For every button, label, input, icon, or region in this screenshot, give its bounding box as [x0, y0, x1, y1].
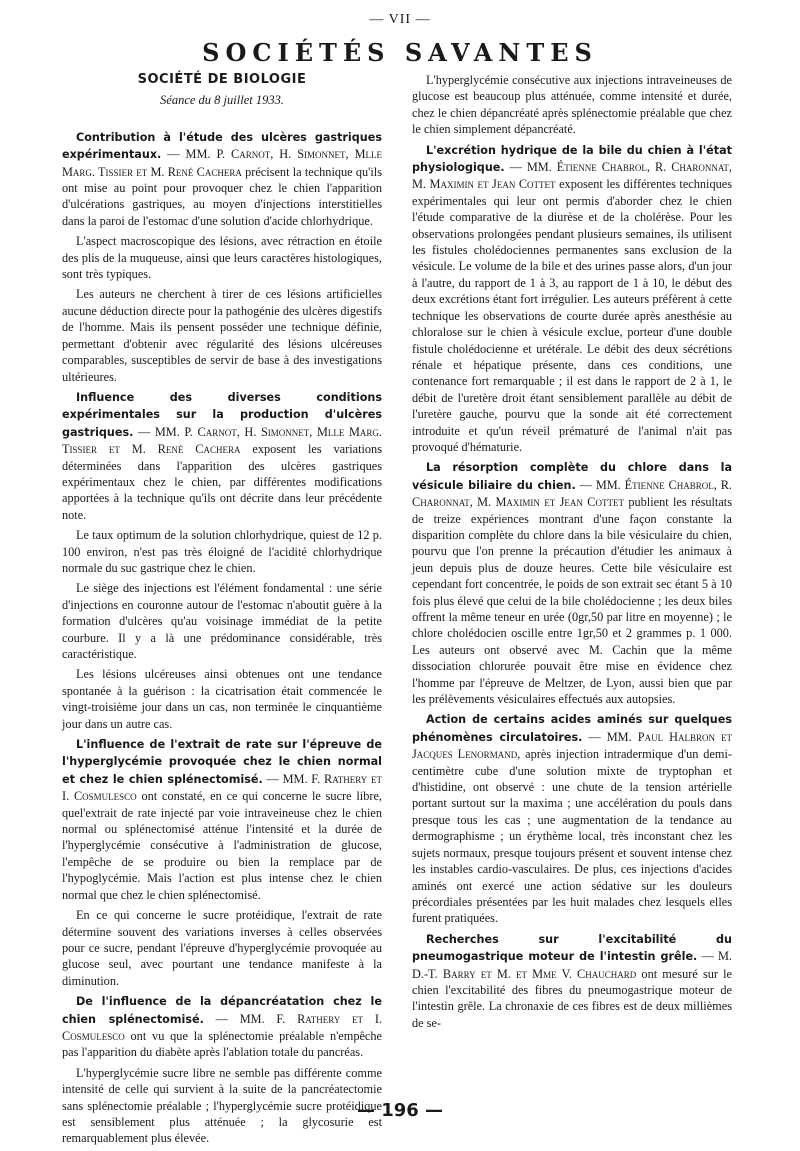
article-text: ont mesuré sur le chien l'excitabilité des fibres du pneumogastrique moteur de l'intestin grêle. La chronaxie de ces fibres est de deux millièmes de se-: [412, 966, 732, 1030]
paragraph: En ce qui concerne le sucre protéidique, l'extrait de rate détermine souvent des variations inverses à celles observées pour ce sucre, pendant l'épreuve d'hyperglycémie provoquée au glucose seul, avec pourtant une tendance manifeste à la diminution.: [62, 908, 382, 988]
paragraph: Le siège des injections est l'élément fondamental : une série d'injections en couronne autour de l'estomac n'aboutit guère à la formation d'ulcères qu'au voisinage immédiat de la petite courbure. Il y a là une prédominance considérable, très caractéristique.: [62, 581, 382, 661]
article-authors: — MM. P. Carnot, H. Simonnet, Mlle Marg. Tissier et M. René Cachera: [62, 424, 382, 457]
paragraph: Le taux optimum de la solution chlorhydrique, quiest de 12 p. 100 environ, n'est pas très éloigné de l'acidité chlorhydrique normale du suc gastrique chez le chien.: [62, 528, 382, 575]
article-title: De l'influence de la dépancréatation chez le chien splénectomisé.: [62, 995, 382, 1026]
article-resorption-chlore: [412, 459, 732, 707]
article-pneumogastrique: [412, 931, 732, 1031]
paragraph: Les auteurs ne cherchent à tirer de ces lésions artificielles aucune déduction directe pour la pathogénie des ulcères digestifs de l'homme. Mais ils pensent posséder une technique définie, permettant d'obtenir avec régularité des lésions ulcéreuses comparables, susceptibles de servir de base à des investigations ultérieures.: [62, 287, 382, 384]
page-number: — 196 —: [356, 1100, 444, 1121]
article-authors: — MM. F. Rathery et I. Cosmulesco: [62, 771, 382, 804]
article-title: L'influence de l'extrait de rate sur l'épreuve de l'hyperglycémie provoquée chez le chien normal et chez le chien splénectomisé.: [62, 738, 382, 786]
article-text: précisent la technique qu'ils ont mise au point pour provoquer chez le chien l'apparition d'ulcérations gastriques, au moyen d'injections interstitielles dans la paroi de l'estomac d'une solution d'acide chlorhydrique.: [62, 164, 382, 228]
article-authors: — MM. Étienne Chabrol, R. Charonnat, M. Maximin et Jean Cottet: [412, 477, 732, 510]
article-authors: — MM. F. Rathery et I. Cosmulesco: [62, 1011, 382, 1043]
article-authors: — M. D.-T. Barry et M. et Mme V. Chauchard: [412, 949, 732, 981]
article-text: exposent les variations déterminées dans l'apparition des ulcères gastriques expérimentaux chez le chien, par différentes modifications apportées à la technique qu'ils ont décrite dans leur précédente note.: [62, 442, 382, 522]
article-title: Action de certains acides aminés sur quelques phénomènes circulatoires.: [412, 713, 732, 744]
article-authors: — MM. Paul Halbron et Jacques Lenormand,: [412, 729, 733, 762]
article-text: exposent les différentes techniques expérimentales qui leur ont permis d'aborder chez le chien l'étude comparative de la diurèse et de la cholérèse. Pour les observations prolongées pendant plusieurs semaines, ils utilisent les fistules cholédociennes permanentes sans exclusion de la vésicule. Le volume de la bile et des urines passe alors, d'un jour à l'autre, du rapport de 1 à 3, au rapport de 1 à 10, le début des deux excrétions étant fort irrégulier. Les auteurs préfèrent à cette technique les observations de courte durée après anesthésie au chloralose sur le chien à vésicule exclue, porteur d'une double fistule cholédocienne et urétérale. Le débit des deux sécrétions rénale et hépatique présente, dans ces conditions, une contenance fort remarquable ; il est dans le rapport de 2 à 1, le débit de l'uretère droit étant sensiblement parallèle au débit de l'uretère gauche, pourvu que la sonde ait été correctement introduite et qu'un réveil prématuré de l'animal n'ait pas provoqué d'hématurie.: [412, 177, 733, 454]
left-column: [62, 72, 382, 1151]
article-title: Influence des diverses conditions expérimentales sur la production d'ulcères gastriques.: [62, 390, 382, 439]
article-depancreatation: [62, 993, 382, 1061]
article-acides-amines: [412, 711, 732, 926]
paragraph: L'hyperglycémie consécutive aux injections intraveineuses de glucose est beaucoup plus atténuée, comme intensité et durée, chez le chien dépancréaté après splénectomie préalable que chez le chien simplement dépancréaté.: [412, 73, 732, 137]
article-title: La résorption complète du chlore dans la vésicule biliaire du chien.: [412, 461, 732, 492]
article-ulceres-experimentaux: [62, 129, 382, 229]
right-column: [412, 72, 732, 1035]
article-text: après injection intradermique d'un demi-centimètre cube d'une solution mixte de tryptophan et d'histidine, ont observé : une chute de la tension artérielle portant surtout sur la maxima ; une accélération du pouls dans presque tous les cas ; une augmentation de la tendance au dermographisme ; un érythème local, très inconstant chez les sujets normaux, presque toujours présent et souvent intense chez les instables cardio-vasculaires. De plus, ces injections d'acides aminés ont exercé une action sédative sur les douleurs précordiales présentées par les huit malades chez lesquels elles furent pratiquées.: [412, 747, 732, 926]
article-authors: — MM. Étienne Chabrol, R. Charonnat, M. Maximin et Jean Cottet: [412, 160, 732, 192]
article-title: Recherches sur l'excitabilité du pneumogastrique moteur de l'intestin grêle.: [412, 932, 732, 964]
paragraph: L'hyperglycémie sucre libre ne semble pas différente comme intensité de celle qui survient à la suite de la pancréatectomie sans splénectomie préalable ; l'hyperglycémie sucre protéidique est sensiblement plus atténuée ; la glycosurie est remarquablement plus élevée.: [62, 1065, 382, 1146]
article-text: publient les résultats de treize expériences montrant d'une façon constante la disparition complète du chlore dans la bile vésiculaire du chien, pourvu que l'on prenne la précaution d'étudier les animaux à jeun depuis plus de douze heures. Cette bile vésiculaire est cependant fort concentrée, le poids de son extrait sec étant 5 à 10 fois plus élevé que celui de la bile cholédocienne ; les deux biles offrent la même teneur en urée (0gr,50 par litre en moyenne) ; le chlore cholédocien oscille entre 1gr,50 et 2 grammes p. 1 000. Les auteurs ont observé avec M. Cachin que la même dissociation chlorurée pouvait être mise en évidence chez l'homme par l'épreuve de Meltzer, de Lyon, aussi bien que par les prélèvements vésiculaires effectués aux autopsies.: [412, 495, 732, 707]
article-text: ont vu que la splénectomie préalable n'empêche pas l'apparition du diabète après l'ablation totale du pancréas.: [62, 1028, 382, 1060]
session-date: Séance du 8 juillet 1933.: [160, 93, 284, 108]
article-text: ont constaté, en ce qui concerne le sucre libre, quel'extrait de rate injecté par voie intraveineuse chez le chien normal ou splénectomisé atténue l'intensité et la durée de l'hyperglycémie consécutive à l'administration de glucose, l'empêche de se produire ou bien la remplace par de l'hypoglycémie. Mais l'action est plus intense chez le chien normal que chez le chien splénectomisé.: [62, 789, 382, 902]
article-excretion-bile: [412, 142, 732, 456]
article-extrait-de-rate: [62, 736, 382, 903]
masthead-title: SOCIÉTÉS SAVANTES: [202, 38, 598, 67]
article-title: L'excrétion hydrique de la bile du chien à l'état physiologique.: [412, 143, 732, 175]
article-title: Contribution à l'étude des ulcères gastriques expérimentaux.: [62, 130, 382, 162]
roman-page-header: — VII —: [369, 12, 431, 27]
paragraph: Les lésions ulcéreuses ainsi obtenues ont une tendance spontanée à la guérison : la cicatrisation était commencée le vingt-troisième jour dans un cas, non terminée le cinquantième jour dans un autre cas.: [62, 667, 382, 731]
article-conditions-experimentales: [62, 389, 382, 523]
paragraph: L'aspect macroscopique des lésions, avec rétraction en étoile des plis de la muqueuse, ainsi que leurs caractères histologiques, sont très typiques.: [62, 234, 382, 282]
society-title: SOCIÉTÉ DE BIOLOGIE: [137, 72, 307, 87]
article-authors: — MM. P. Carnot, H. Simonnet, Mlle Marg. Tissier et M. René Cachera: [62, 147, 383, 179]
